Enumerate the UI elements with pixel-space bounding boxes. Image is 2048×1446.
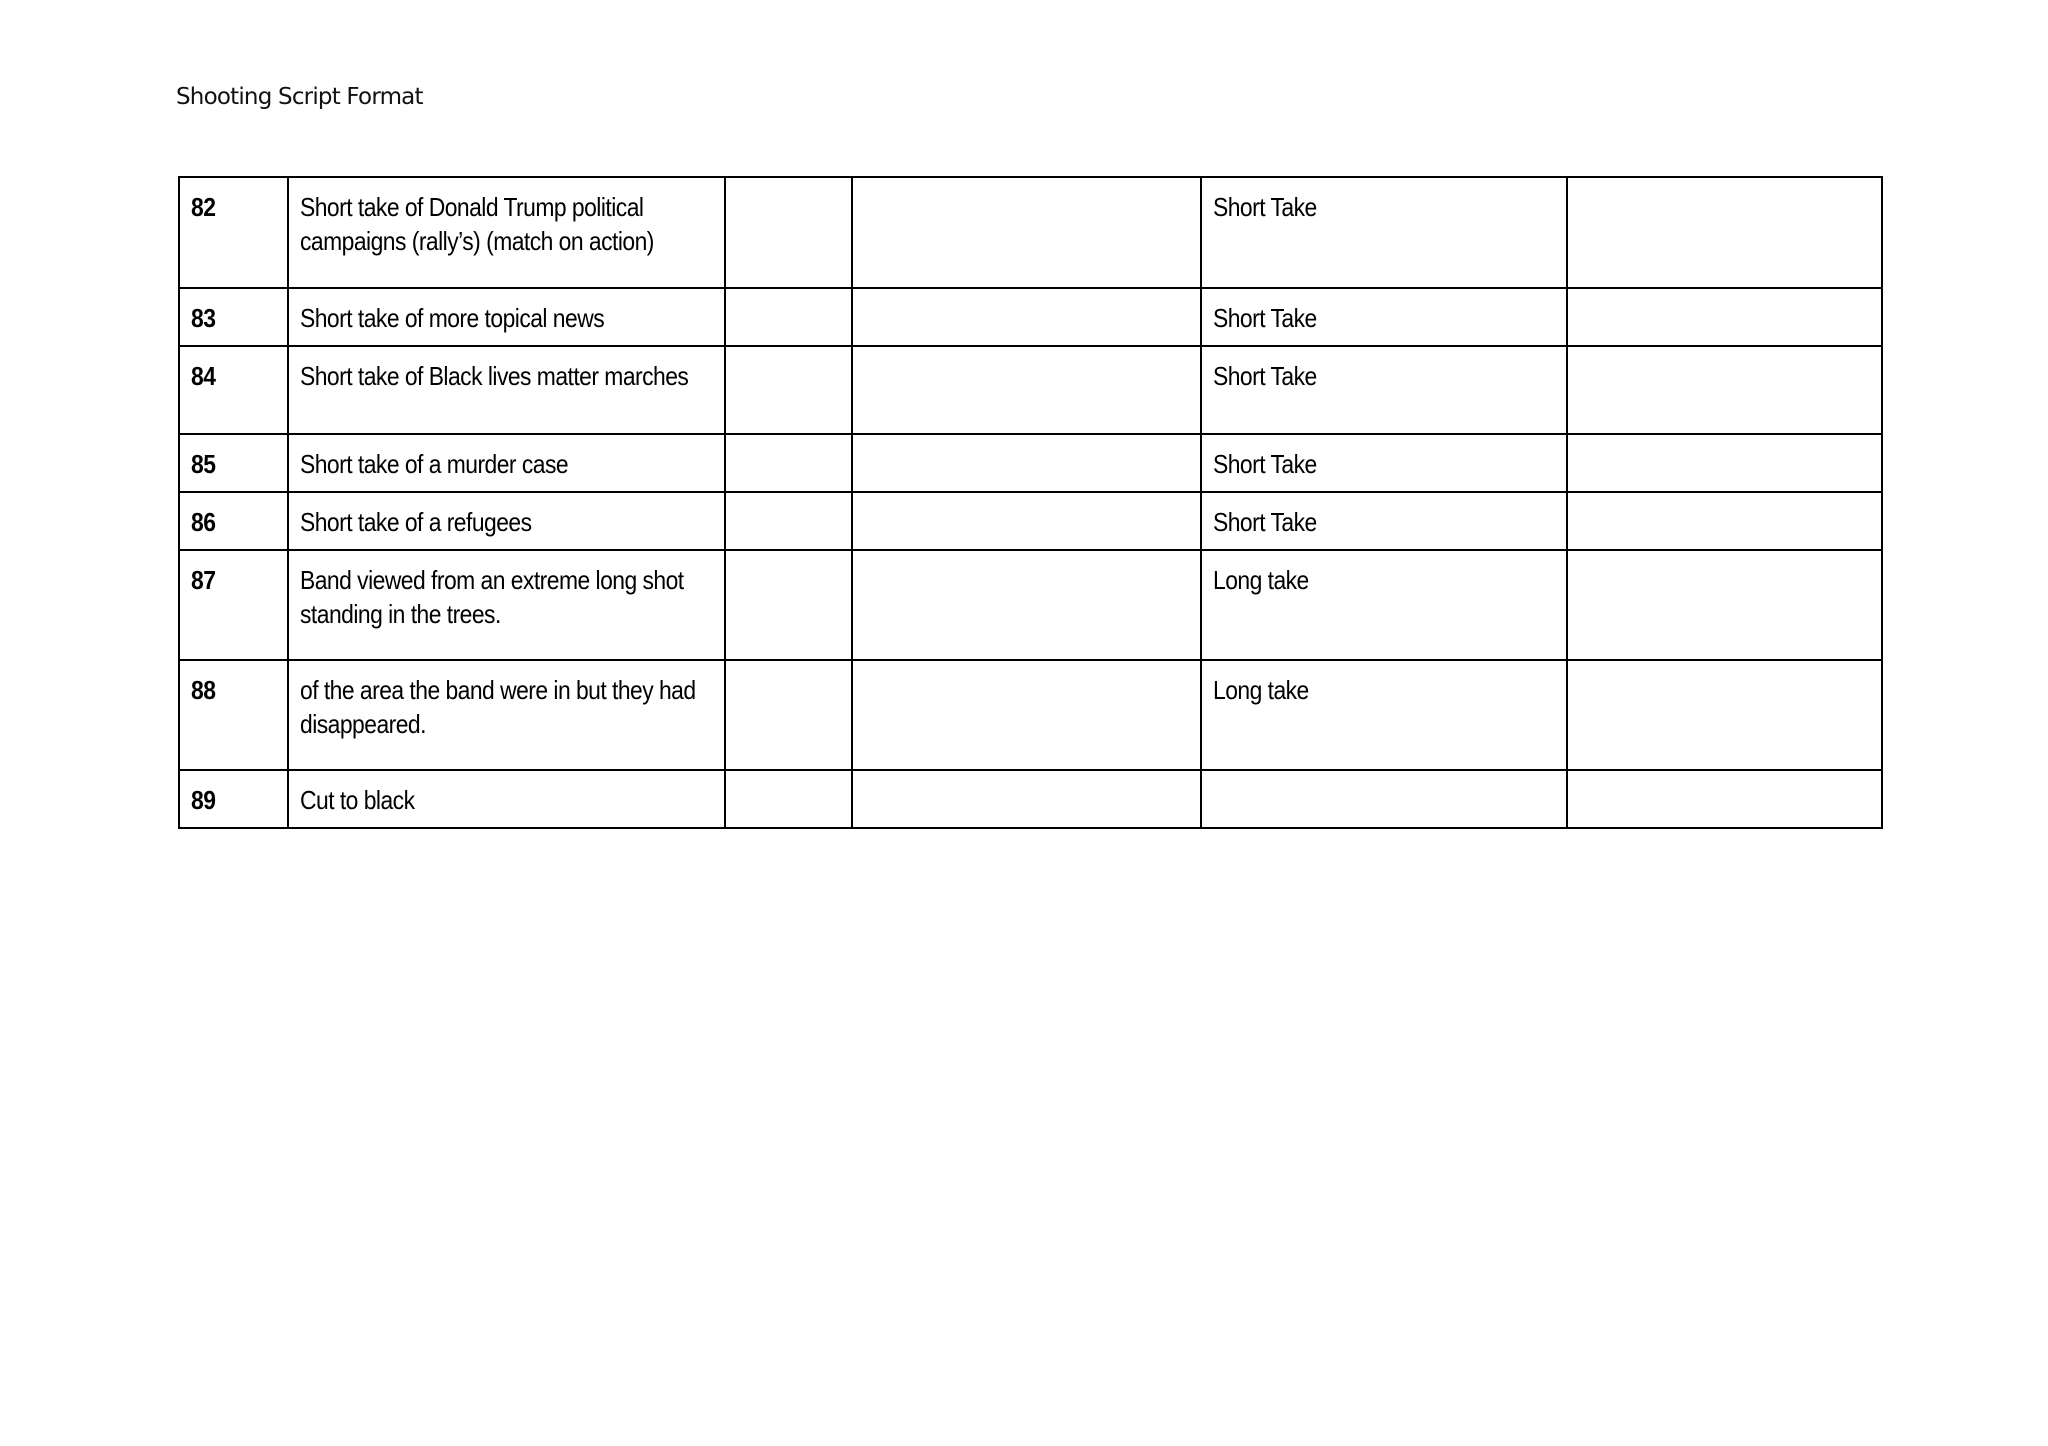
description-cell	[288, 492, 725, 550]
shot-description: Band viewed from an extreme long shot standing in the trees.	[300, 565, 684, 629]
description-cell	[288, 177, 725, 288]
description-cell	[288, 770, 725, 828]
description-cell	[288, 660, 725, 770]
empty-cell	[1567, 346, 1882, 434]
shot-number: 86	[191, 507, 216, 537]
description-cell	[288, 434, 725, 492]
table-row	[179, 550, 1882, 660]
empty-cell	[725, 288, 852, 346]
shot-description: of the area the band were in but they had disappeared.	[300, 675, 696, 739]
shot-number: 84	[191, 361, 216, 391]
shot-number-cell	[179, 346, 288, 434]
empty-cell	[725, 177, 852, 288]
take-type: Short Take	[1213, 192, 1317, 222]
empty-cell	[852, 550, 1201, 660]
take-cell	[1201, 660, 1567, 770]
take-cell	[1201, 177, 1567, 288]
shot-number-cell	[179, 770, 288, 828]
page-title: Shooting Script Format	[176, 84, 423, 110]
shot-number: 87	[191, 565, 216, 595]
description-cell	[288, 550, 725, 660]
shot-number-cell	[179, 660, 288, 770]
empty-cell	[725, 770, 852, 828]
empty-cell	[1567, 288, 1882, 346]
shooting-script-table	[178, 176, 1883, 829]
table-row	[179, 346, 1882, 434]
take-cell	[1201, 346, 1567, 434]
table-row	[179, 770, 1882, 828]
description-cell	[288, 346, 725, 434]
take-type: Short Take	[1213, 361, 1317, 391]
shot-number-cell	[179, 177, 288, 288]
take-cell	[1201, 770, 1567, 828]
shot-description: Cut to black	[300, 785, 415, 815]
shot-description: Short take of Donald Trump political campaigns (rally’s) (match on action)	[300, 192, 654, 256]
take-type: Short Take	[1213, 507, 1317, 537]
shot-description: Short take of Black lives matter marches	[300, 361, 689, 391]
empty-cell	[852, 660, 1201, 770]
empty-cell	[1567, 770, 1882, 828]
shot-number: 83	[191, 303, 216, 333]
take-cell	[1201, 492, 1567, 550]
empty-cell	[852, 288, 1201, 346]
empty-cell	[852, 770, 1201, 828]
empty-cell	[725, 550, 852, 660]
table-row	[179, 288, 1882, 346]
shot-description: Short take of more topical news	[300, 303, 605, 333]
table-row	[179, 177, 1882, 288]
table-row	[179, 660, 1882, 770]
take-cell	[1201, 434, 1567, 492]
shot-number-cell	[179, 434, 288, 492]
take-type: Long take	[1213, 675, 1309, 705]
table-row	[179, 492, 1882, 550]
empty-cell	[852, 346, 1201, 434]
take-cell	[1201, 550, 1567, 660]
shot-number-cell	[179, 288, 288, 346]
take-cell	[1201, 288, 1567, 346]
shot-number-cell	[179, 550, 288, 660]
take-type: Long take	[1213, 565, 1309, 595]
empty-cell	[725, 660, 852, 770]
empty-cell	[1567, 177, 1882, 288]
shot-description: Short take of a murder case	[300, 449, 569, 479]
shot-number: 85	[191, 449, 216, 479]
empty-cell	[1567, 492, 1882, 550]
empty-cell	[725, 346, 852, 434]
shot-number: 88	[191, 675, 216, 705]
shot-number-cell	[179, 492, 288, 550]
shot-description: Short take of a refugees	[300, 507, 532, 537]
shot-number: 89	[191, 785, 216, 815]
shot-number: 82	[191, 192, 216, 222]
table-row	[179, 434, 1882, 492]
description-cell	[288, 288, 725, 346]
empty-cell	[725, 434, 852, 492]
empty-cell	[725, 492, 852, 550]
take-type: Short Take	[1213, 449, 1317, 479]
empty-cell	[1567, 434, 1882, 492]
empty-cell	[852, 492, 1201, 550]
empty-cell	[1567, 550, 1882, 660]
empty-cell	[852, 434, 1201, 492]
empty-cell	[852, 177, 1201, 288]
take-type: Short Take	[1213, 303, 1317, 333]
empty-cell	[1567, 660, 1882, 770]
